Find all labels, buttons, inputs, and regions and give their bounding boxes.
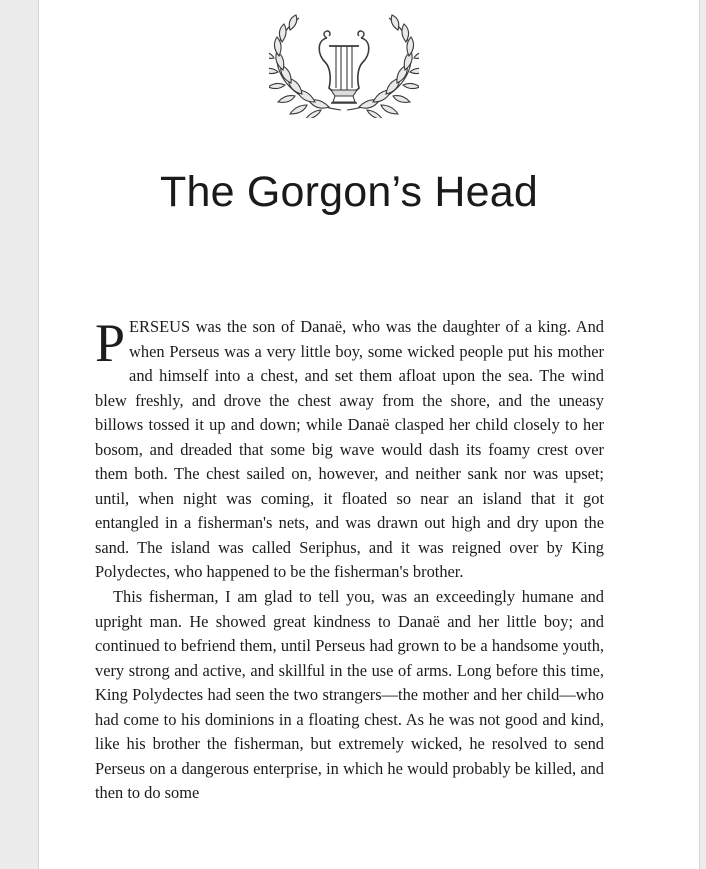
chapter-body	[95, 315, 604, 806]
paragraph-text: This fisherman, I am glad to tell you, was an exceedingly humane and upright man. He showed great kindness to Danaë and her little boy; and continued to befriend them, until Perseus had grown to be a handsome youth, very strong and active, and skillful in the use of arms. Long before this time, King Polydectes had seen the two strangers—the mother and her child—who had come to his dominions in a floating chest. As he was not good and kind, like his brother the fisherman, but extremely wicked, he resolved to send Perseus on a dangerous enterprise, in which he would probably be killed, and then to do some	[95, 587, 604, 803]
paragraph	[95, 585, 604, 806]
paragraph	[95, 315, 604, 585]
chapter-title: The Gorgon’s Head	[160, 168, 538, 216]
lyre-laurel-wreath-icon	[269, 10, 419, 118]
paragraph-text: ERSEUS was the son of Danaë, who was the daughter of a king. And when Perseus was a very little boy, some wicked people put his mother and himself into a chest, and set them afloat upon the sea. The wind blew freshly, and drove the chest away from the shore, and the uneasy billows tossed it up and down; while Danaë clasped her child closely to her bosom, and dreaded that some big wave would dash its foamy crest over them both. The chest sailed on, however, and neither sank nor was upset; until, when night was coming, it floated so near an island that it got entangled in a fisherman's nets, and was drawn out high and dry upon the sand. The island was called Seriphus, and it was reigned over by King Polydectes, who happened to be the fisherman's brother.	[95, 317, 604, 582]
book-page	[38, 0, 700, 869]
drop-cap: P	[95, 313, 126, 373]
